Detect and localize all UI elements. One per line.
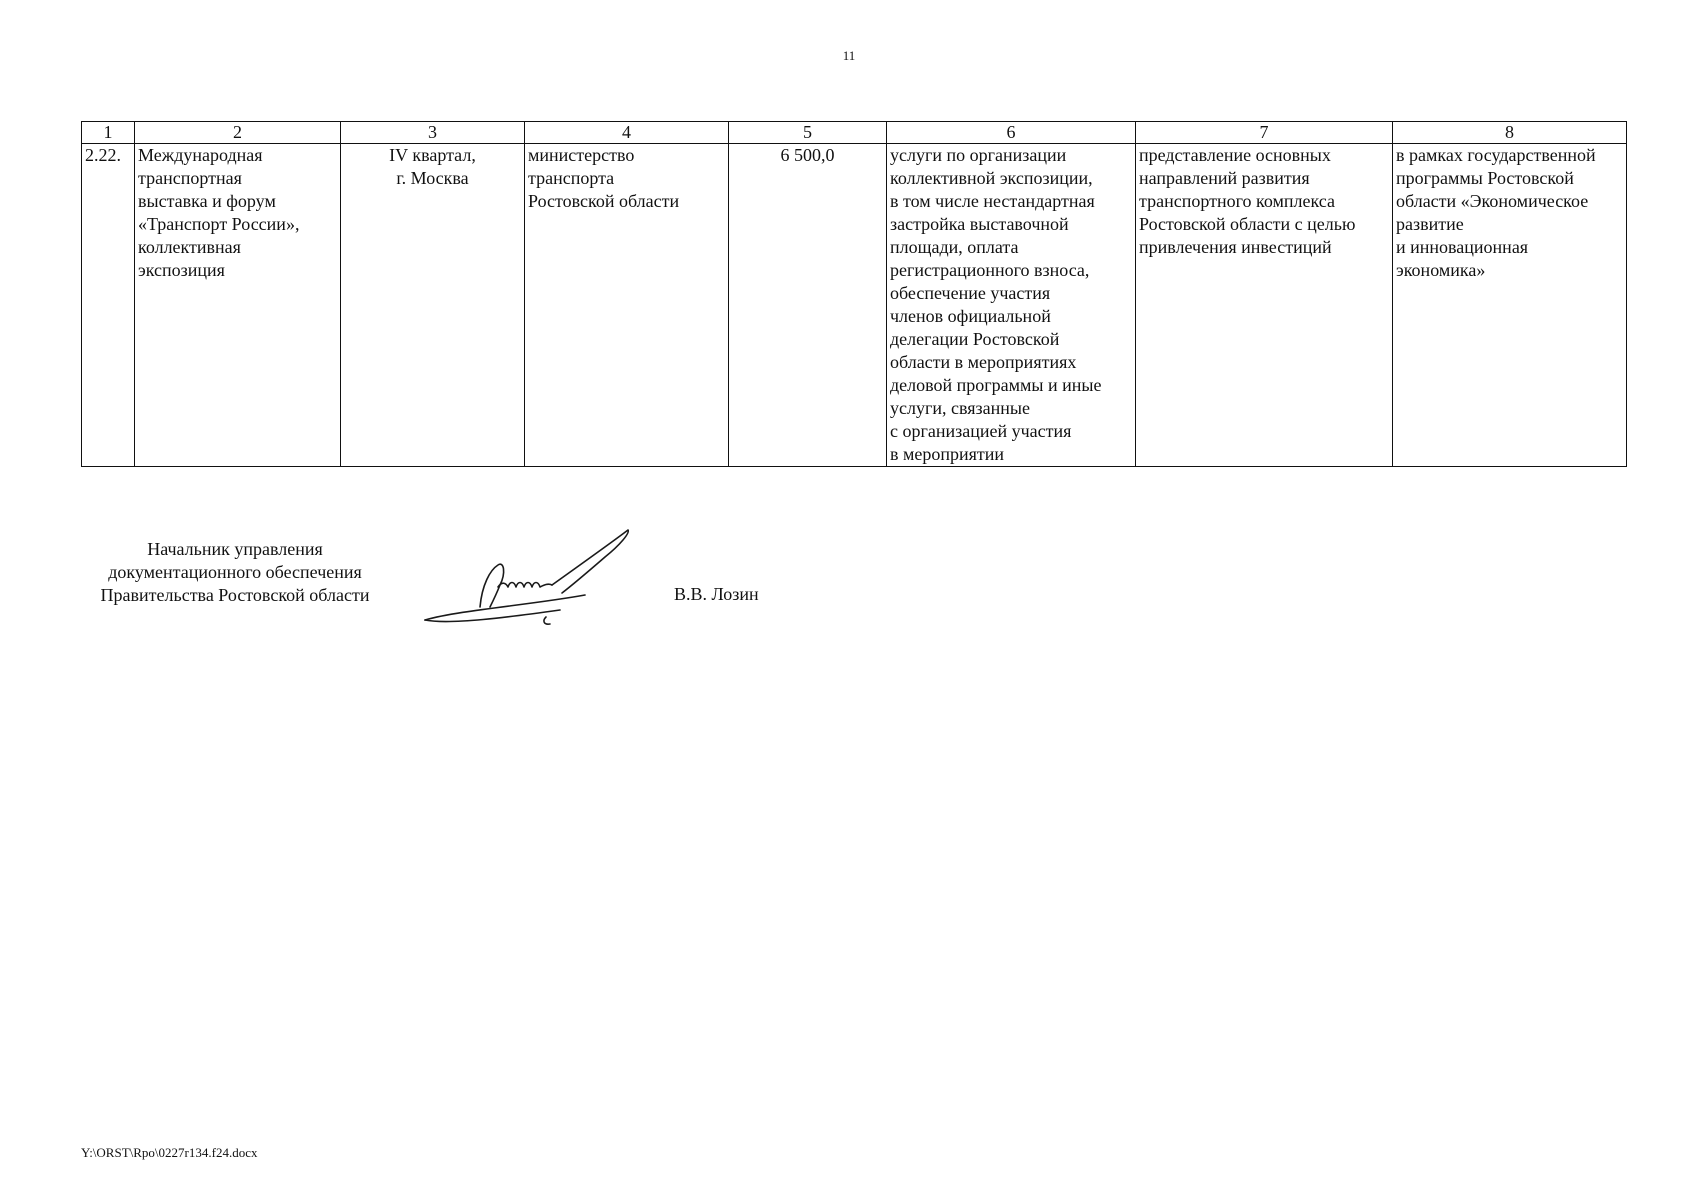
cell-time-place — [341, 144, 525, 467]
cell-text: услуги по организации коллективной экспозиции, в том числе нестандартная застройка выставочной площади, оплата регистрационного взноса, обеспечение участия членов официальной делегации Ростовской области в мероприятиях деловой программы и иные услуги, связанные с организацией участия в мероприятии — [890, 145, 1102, 464]
file-path: Y:\ORST\Rpo\0227r134.f24.docx — [81, 1145, 258, 1160]
table-header-row — [82, 122, 1627, 144]
cell-text: министерство транспорта Ростовской области — [528, 145, 680, 211]
header-cell: 5 — [729, 122, 887, 144]
cell-text: 2.22. — [85, 145, 121, 165]
cell-text: IV квартал, г. Москва — [389, 145, 476, 188]
table-row — [82, 144, 1627, 467]
document-table — [81, 121, 1627, 467]
cell-organizer — [525, 144, 729, 467]
signer-name: В.В. Лозин — [674, 584, 759, 604]
position-line: документационного обеспечения — [108, 562, 362, 582]
signatory-position — [70, 538, 400, 607]
cell-program — [1393, 144, 1627, 467]
cell-text: в рамках государственной программы Ростовской области «Экономическое развитие и инновационная экономика» — [1396, 145, 1596, 280]
header-cell: 1 — [82, 122, 135, 144]
page-number: 11 — [842, 48, 856, 63]
cell-text: Международная транспортная выставка и форум «Транспорт России», коллективная экспозиция — [138, 145, 300, 280]
cell-text: представление основных направлений развития транспортного комплекса Ростовской области с целью привлечения инвестиций — [1139, 145, 1356, 257]
header-cell: 7 — [1136, 122, 1393, 144]
cell-services — [887, 144, 1136, 467]
handwritten-signature — [420, 525, 660, 630]
header-cell: 8 — [1393, 122, 1627, 144]
position-line: Начальник управления — [147, 539, 323, 559]
cell-number — [82, 144, 135, 467]
header-cell: 6 — [887, 122, 1136, 144]
cell-goal — [1136, 144, 1393, 467]
header-cell: 2 — [135, 122, 341, 144]
header-cell: 3 — [341, 122, 525, 144]
header-cell: 4 — [525, 122, 729, 144]
cell-amount — [729, 144, 887, 467]
cell-text: 6 500,0 — [780, 145, 835, 165]
cell-event — [135, 144, 341, 467]
position-line: Правительства Ростовской области — [100, 585, 370, 605]
